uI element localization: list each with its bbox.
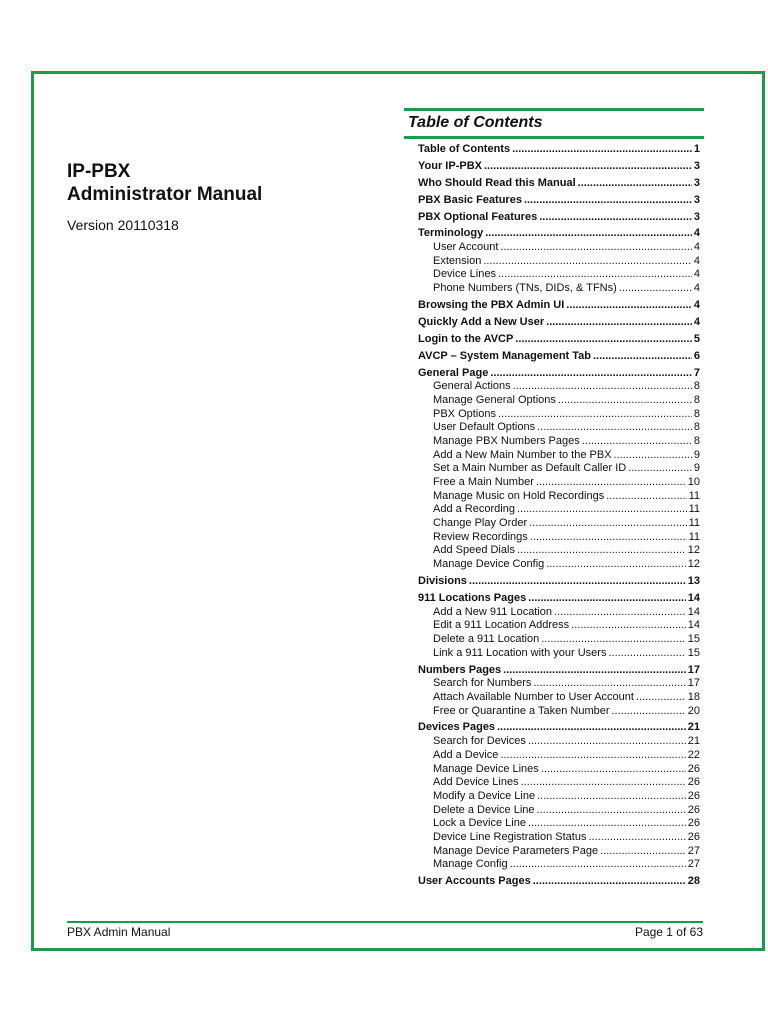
toc-entry[interactable] xyxy=(418,749,700,763)
toc-entry[interactable] xyxy=(418,664,700,678)
toc-entry-page: 4 xyxy=(693,241,700,254)
toc-entry[interactable] xyxy=(418,380,700,394)
table-of-contents xyxy=(418,143,700,889)
toc-entry-page: 3 xyxy=(693,210,700,223)
toc-dot-leader xyxy=(515,333,692,347)
toc-entry-page: 11 xyxy=(688,489,700,502)
toc-dot-leader xyxy=(546,316,692,330)
toc-entry[interactable] xyxy=(418,503,700,517)
toc-entry-page: 5 xyxy=(693,332,700,345)
toc-entry-title: Delete a Device Line xyxy=(433,803,535,816)
toc-entry-title: Link a 911 Location with your Users xyxy=(433,646,607,659)
toc-dot-leader xyxy=(558,394,692,408)
toc-dot-leader xyxy=(528,817,686,831)
toc-dot-leader xyxy=(571,619,686,633)
toc-dot-leader xyxy=(512,143,692,157)
toc-entry-title: PBX Optional Features xyxy=(418,210,538,223)
toc-entry[interactable] xyxy=(418,394,700,408)
toc-entry-title: Phone Numbers (TNs, DIDs, & TFNs) xyxy=(433,282,617,295)
toc-entry-title: Divisions xyxy=(418,575,467,587)
toc-entry-title: Extension xyxy=(433,254,482,267)
toc-heading: Table of Contents xyxy=(408,114,543,131)
toc-entry[interactable] xyxy=(418,517,700,531)
toc-entry-title: Quickly Add a New User xyxy=(418,315,545,328)
toc-entry-title: Review Recordings xyxy=(433,530,528,543)
footer-document-name: PBX Admin Manual xyxy=(67,925,171,939)
toc-entry-page: 17 xyxy=(687,677,700,690)
toc-entry-title: Set a Main Number as Default Caller ID xyxy=(433,462,627,475)
toc-entry[interactable] xyxy=(418,575,700,589)
toc-entry[interactable] xyxy=(418,558,700,572)
toc-entry-page: 26 xyxy=(687,776,700,789)
toc-entry-title: Manage Device Lines xyxy=(433,762,539,775)
toc-entry-page: 12 xyxy=(687,544,700,557)
toc-entry[interactable] xyxy=(418,255,700,269)
toc-dot-leader xyxy=(530,531,687,545)
toc-entry-title: Terminology xyxy=(418,227,484,240)
toc-entry-page: 26 xyxy=(687,830,700,843)
toc-dot-leader xyxy=(533,875,686,889)
toc-entry-title: PBX Basic Features xyxy=(418,193,522,206)
toc-dot-leader xyxy=(606,490,686,504)
toc-entry-page: 4 xyxy=(693,268,700,281)
toc-entry[interactable] xyxy=(418,831,700,845)
toc-entry-title: Devices Pages xyxy=(418,721,496,734)
toc-entry-page: 15 xyxy=(687,632,700,645)
toc-dot-leader xyxy=(600,845,686,859)
toc-entry[interactable] xyxy=(418,845,700,859)
toc-entry-page: 1 xyxy=(693,143,700,155)
toc-entry-title: User Account xyxy=(433,241,499,254)
toc-entry-page: 21 xyxy=(687,735,700,748)
toc-dot-leader xyxy=(529,517,686,531)
toc-entry-title: Who Should Read this Manual xyxy=(418,176,576,189)
toc-entry-title: Device Lines xyxy=(433,268,496,281)
toc-entry-page: 13 xyxy=(687,575,700,587)
toc-entry-page: 26 xyxy=(687,789,700,802)
toc-dot-leader xyxy=(528,735,686,749)
toc-entry-page: 27 xyxy=(687,844,700,857)
toc-entry[interactable] xyxy=(418,408,700,422)
toc-entry-title: Edit a 911 Location Address xyxy=(433,619,570,632)
toc-entry[interactable] xyxy=(418,691,700,705)
toc-dot-leader xyxy=(490,367,692,381)
toc-entry-page: 21 xyxy=(687,721,700,734)
toc-entry-page: 17 xyxy=(687,663,700,676)
toc-dot-leader xyxy=(513,380,692,394)
toc-entry-title: Lock a Device Line xyxy=(433,817,526,830)
toc-dot-leader xyxy=(537,421,692,435)
toc-dot-leader xyxy=(539,211,692,225)
toc-entry-page: 11 xyxy=(688,503,700,516)
toc-entry-title: Device Line Registration Status xyxy=(433,830,587,843)
toc-entry-page: 11 xyxy=(688,530,700,543)
toc-entry-title: Manage General Options xyxy=(433,393,556,406)
footer-rule xyxy=(67,921,703,923)
toc-entry-title: Manage Music on Hold Recordings xyxy=(433,489,605,502)
toc-entry[interactable] xyxy=(418,367,700,381)
toc-dot-leader xyxy=(546,558,685,572)
toc-dot-leader xyxy=(537,790,686,804)
toc-entry-page: 11 xyxy=(688,517,700,530)
toc-entry-page: 12 xyxy=(687,558,700,571)
toc-dot-leader xyxy=(533,677,685,691)
toc-dot-leader xyxy=(593,350,692,364)
toc-entry-page: 8 xyxy=(693,380,700,393)
toc-dot-leader xyxy=(497,721,686,735)
toc-entry-page: 26 xyxy=(687,762,700,775)
toc-entry-page: 7 xyxy=(693,366,700,379)
toc-entry-page: 4 xyxy=(693,227,700,240)
toc-dot-leader xyxy=(619,282,692,296)
toc-dot-leader xyxy=(483,255,692,269)
toc-entry-title: 911 Locations Pages xyxy=(418,591,527,604)
toc-entry[interactable] xyxy=(418,490,700,504)
toc-entry-page: 20 xyxy=(687,704,700,717)
toc-entry[interactable] xyxy=(418,449,700,463)
toc-dot-leader xyxy=(517,503,687,517)
toc-entry[interactable] xyxy=(418,316,700,330)
toc-dot-leader xyxy=(554,606,686,620)
toc-entry-page: 22 xyxy=(687,748,700,761)
toc-entry-title: Search for Numbers xyxy=(433,677,532,690)
toc-entry[interactable] xyxy=(418,647,700,661)
toc-dot-leader xyxy=(541,763,686,777)
toc-entry-page: 10 xyxy=(687,476,700,488)
toc-dot-leader xyxy=(500,749,685,763)
title-line-1: IP-PBX xyxy=(67,161,131,182)
toc-dot-leader xyxy=(503,664,686,678)
toc-entry[interactable] xyxy=(418,592,700,606)
toc-dot-leader xyxy=(588,831,685,845)
toc-entry-title: Add a Device xyxy=(433,748,499,761)
toc-entry[interactable] xyxy=(418,790,700,804)
toc-dot-leader xyxy=(510,858,686,872)
toc-dot-leader xyxy=(612,705,686,719)
toc-entry-title: Login to the AVCP xyxy=(418,332,514,345)
footer-page-number: Page 1 of 63 xyxy=(634,925,703,939)
toc-entry-page: 9 xyxy=(693,462,700,475)
toc-entry-page: 8 xyxy=(693,421,700,434)
toc-entry-title: Manage Device Parameters Page xyxy=(433,844,599,857)
toc-entry-page: 28 xyxy=(687,875,700,888)
toc-entry-page: 8 xyxy=(693,393,700,406)
toc-entry[interactable] xyxy=(418,476,700,490)
toc-entry-page: 8 xyxy=(693,407,700,420)
toc-entry-title: Your IP-PBX xyxy=(418,159,482,172)
toc-entry[interactable] xyxy=(418,177,700,191)
toc-entry-title: Modify a Device Line xyxy=(433,789,536,802)
toc-dot-leader xyxy=(500,241,691,255)
toc-dot-leader xyxy=(536,476,686,490)
toc-entry[interactable] xyxy=(418,194,700,208)
toc-entry[interactable] xyxy=(418,160,700,174)
toc-dot-leader xyxy=(498,268,692,282)
toc-dot-leader xyxy=(537,804,686,818)
toc-dot-leader xyxy=(517,544,686,558)
toc-entry-page: 4 xyxy=(693,254,700,267)
toc-dot-leader xyxy=(521,776,686,790)
toc-entry-title: User Accounts Pages xyxy=(418,875,531,888)
toc-header xyxy=(404,108,704,139)
toc-entry-page: 4 xyxy=(693,282,700,295)
toc-dot-leader xyxy=(566,299,692,313)
toc-dot-leader xyxy=(498,408,692,422)
toc-entry[interactable] xyxy=(418,333,700,347)
toc-entry-title: Table of Contents xyxy=(418,143,511,155)
toc-entry-title: Manage Device Config xyxy=(433,558,545,571)
toc-entry[interactable] xyxy=(418,619,700,633)
toc-entry-page: 3 xyxy=(693,193,700,206)
toc-entry-page: 27 xyxy=(687,858,700,871)
toc-entry-title: Search for Devices xyxy=(433,735,526,748)
toc-entry-page: 18 xyxy=(687,690,700,703)
document-title xyxy=(67,160,262,206)
toc-entry[interactable] xyxy=(418,268,700,282)
toc-entry[interactable] xyxy=(418,804,700,818)
toc-entry[interactable] xyxy=(418,350,700,364)
toc-entry-page: 14 xyxy=(687,619,700,632)
toc-dot-leader xyxy=(636,691,686,705)
toc-entry[interactable] xyxy=(418,282,700,296)
toc-entry[interactable] xyxy=(418,817,700,831)
toc-entry[interactable] xyxy=(418,544,700,558)
toc-entry[interactable] xyxy=(418,241,700,255)
toc-entry-page: 26 xyxy=(687,817,700,830)
toc-entry-page: 8 xyxy=(693,434,700,447)
toc-entry-page: 3 xyxy=(693,159,700,172)
toc-entry[interactable] xyxy=(418,763,700,777)
title-line-2: Administrator Manual xyxy=(67,184,263,205)
toc-entry-page: 6 xyxy=(693,349,700,362)
toc-entry[interactable] xyxy=(418,462,700,476)
toc-entry[interactable] xyxy=(418,858,700,872)
toc-entry-page: 4 xyxy=(693,299,700,311)
toc-entry[interactable] xyxy=(418,435,700,449)
toc-entry[interactable] xyxy=(418,531,700,545)
toc-entry-title: General Actions xyxy=(433,380,511,393)
toc-dot-leader xyxy=(469,575,686,589)
toc-dot-leader xyxy=(541,633,686,647)
toc-entry-title: Browsing the PBX Admin UI xyxy=(418,299,565,311)
toc-entry-title: PBX Options xyxy=(433,407,496,420)
toc-entry[interactable] xyxy=(418,606,700,620)
toc-entry[interactable] xyxy=(418,421,700,435)
toc-dot-leader xyxy=(485,227,692,241)
toc-dot-leader xyxy=(614,449,692,463)
toc-entry-page: 9 xyxy=(693,448,700,461)
toc-entry-title: Attach Available Number to User Account xyxy=(433,690,634,703)
toc-entry[interactable] xyxy=(418,143,700,157)
toc-entry-title: Free a Main Number xyxy=(433,476,534,488)
toc-dot-leader xyxy=(628,462,692,476)
toc-entry-page: 3 xyxy=(693,176,700,189)
toc-entry-page: 26 xyxy=(687,803,700,816)
toc-entry-title: User Default Options xyxy=(433,421,536,434)
toc-entry-page: 4 xyxy=(693,315,700,328)
toc-entry-page: 15 xyxy=(687,646,700,659)
toc-entry-title: Manage Config xyxy=(433,858,508,871)
toc-entry-title: Free or Quarantine a Taken Number xyxy=(433,704,610,717)
toc-dot-leader xyxy=(582,435,692,449)
toc-entry-title: Manage PBX Numbers Pages xyxy=(433,434,580,447)
toc-entry[interactable] xyxy=(418,735,700,749)
toc-entry-title: General Page xyxy=(418,366,489,379)
toc-entry[interactable] xyxy=(418,633,700,647)
toc-entry[interactable] xyxy=(418,299,700,313)
toc-entry[interactable] xyxy=(418,211,700,225)
toc-entry[interactable] xyxy=(418,677,700,691)
toc-dot-leader xyxy=(528,592,686,606)
toc-entry-title: Delete a 911 Location xyxy=(433,632,540,645)
toc-dot-leader xyxy=(524,194,692,208)
toc-entry-title: Change Play Order xyxy=(433,517,528,530)
toc-entry-title: Numbers Pages xyxy=(418,663,502,676)
toc-dot-leader xyxy=(608,647,685,661)
toc-entry-title: Add Device Lines xyxy=(433,776,519,789)
toc-entry-title: Add a Recording xyxy=(433,503,515,516)
toc-entry-title: Add a New 911 Location xyxy=(433,605,553,618)
toc-entry[interactable] xyxy=(418,705,700,719)
toc-entry-title: AVCP – System Management Tab xyxy=(418,349,591,362)
toc-entry-title: Add Speed Dials xyxy=(433,544,515,557)
toc-entry[interactable] xyxy=(418,875,700,889)
toc-entry[interactable] xyxy=(418,721,700,735)
toc-dot-leader xyxy=(578,177,692,191)
toc-entry-title: Add a New Main Number to the PBX xyxy=(433,448,612,461)
toc-entry[interactable] xyxy=(418,227,700,241)
toc-dot-leader xyxy=(484,160,692,174)
toc-entry-page: 14 xyxy=(687,605,700,618)
document-version: Version 20110318 xyxy=(67,217,179,233)
toc-entry[interactable] xyxy=(418,776,700,790)
toc-entry-page: 14 xyxy=(687,591,700,604)
